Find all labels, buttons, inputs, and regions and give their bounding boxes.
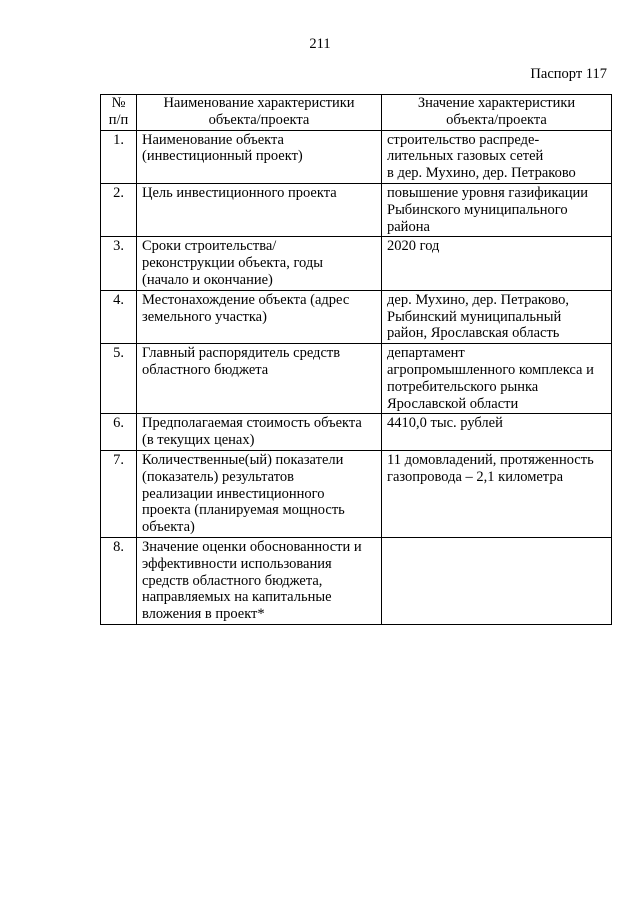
characteristic-name bbox=[137, 537, 382, 624]
characteristic-value-line: 4410,0 тыс. рублей bbox=[387, 415, 503, 432]
characteristic-name-line: (в текущих ценах) bbox=[142, 432, 255, 449]
characteristic-value-line: Ярославской области bbox=[387, 395, 519, 412]
characteristic-name-line: направляемых на капитальные bbox=[142, 589, 332, 606]
row-number: 6. bbox=[101, 414, 137, 451]
characteristic-name-line: (показатель) результатов bbox=[142, 468, 294, 485]
characteristic-value bbox=[382, 183, 612, 236]
table-row bbox=[101, 537, 612, 624]
characteristic-value bbox=[382, 414, 612, 451]
characteristic-name bbox=[137, 130, 382, 183]
characteristic-value-line: 11 домовладений, протяженность bbox=[387, 451, 594, 468]
characteristic-value-line: потребительского рынка bbox=[387, 378, 539, 395]
characteristic-name-line: проекта (планируемая мощность bbox=[142, 502, 345, 519]
table-row bbox=[101, 237, 612, 290]
characteristic-name bbox=[137, 450, 382, 537]
header-value bbox=[382, 95, 612, 131]
characteristic-value-line: 2020 год bbox=[387, 238, 440, 255]
characteristic-name-line: средств областного бюджета, bbox=[142, 572, 323, 589]
row-number: 7. bbox=[101, 450, 137, 537]
characteristic-value-line: района bbox=[387, 218, 430, 235]
table-row bbox=[101, 414, 612, 451]
characteristic-name-line: реализации инвестиционного bbox=[142, 485, 325, 502]
characteristic-name-line: Наименование объекта bbox=[142, 131, 284, 148]
characteristic-name-line: реконструкции объекта, годы bbox=[142, 255, 324, 272]
characteristic-value-line: Рыбинского муниципального bbox=[387, 201, 568, 218]
characteristic-name bbox=[137, 344, 382, 414]
characteristic-name-line: Количественные(ый) показатели bbox=[142, 451, 344, 468]
table-row bbox=[101, 130, 612, 183]
characteristic-value bbox=[382, 537, 612, 624]
header-value-line: Значение характеристики bbox=[417, 95, 576, 111]
table-row bbox=[101, 450, 612, 537]
characteristic-name-line: (начало и окончание) bbox=[142, 271, 273, 288]
header-name-line: Наименование характеристики bbox=[163, 95, 355, 111]
characteristic-name-line: Главный распорядитель средств bbox=[142, 345, 341, 362]
characteristic-value-line: лительных газовых сетей bbox=[387, 148, 544, 165]
characteristic-name bbox=[137, 414, 382, 451]
row-number: 2. bbox=[101, 183, 137, 236]
characteristic-name-line: Сроки строительства/ bbox=[142, 238, 277, 255]
characteristic-name bbox=[137, 183, 382, 236]
characteristic-name-line: эффективности использования bbox=[142, 555, 332, 572]
characteristic-value bbox=[382, 237, 612, 290]
characteristic-value bbox=[382, 344, 612, 414]
characteristic-name-line: (инвестиционный проект) bbox=[142, 148, 303, 165]
row-number: 1. bbox=[101, 130, 137, 183]
characteristic-name-line: Предполагаемая стоимость объекта bbox=[142, 415, 362, 432]
characteristic-value-line: строительство распреде- bbox=[387, 131, 540, 148]
header-name-line: объекта/проекта bbox=[208, 111, 310, 128]
table-header-row bbox=[101, 95, 612, 131]
characteristic-name-line: Значение оценки обоснованности и bbox=[142, 538, 362, 555]
characteristic-value-line: агропромышленного комплекса и bbox=[387, 361, 594, 378]
row-number: 5. bbox=[101, 344, 137, 414]
characteristic-value-line: Рыбинский муниципальный bbox=[387, 308, 562, 325]
characteristic-name-line: вложения в проект* bbox=[142, 606, 265, 623]
row-number: 8. bbox=[101, 537, 137, 624]
characteristic-name bbox=[137, 290, 382, 343]
passport-table bbox=[100, 94, 612, 625]
characteristic-value-line: район, Ярославская область bbox=[387, 325, 560, 342]
header-name bbox=[137, 95, 382, 131]
header-number bbox=[101, 95, 137, 131]
characteristic-name-line: Местонахождение объекта (адрес bbox=[142, 291, 350, 308]
characteristic-value-line: дер. Мухино, дер. Петраково, bbox=[387, 291, 569, 308]
header-value-line: объекта/проекта bbox=[446, 111, 547, 128]
characteristic-value bbox=[382, 130, 612, 183]
characteristic-value-line: департамент bbox=[387, 345, 465, 362]
page-number: 211 bbox=[309, 36, 331, 52]
characteristic-value bbox=[382, 290, 612, 343]
row-number: 3. bbox=[101, 237, 137, 290]
characteristic-name-line: земельного участка) bbox=[142, 308, 267, 325]
characteristic-name-line: объекта) bbox=[142, 519, 195, 536]
table-row bbox=[101, 183, 612, 236]
header-number-line: № bbox=[111, 95, 126, 111]
characteristic-value-line: в дер. Мухино, дер. Петраково bbox=[387, 165, 576, 182]
characteristic-value-line: газопровода – 2,1 километра bbox=[387, 468, 564, 485]
characteristic-name bbox=[137, 237, 382, 290]
table-row bbox=[101, 290, 612, 343]
characteristic-name-line: Цель инвестиционного проекта bbox=[142, 184, 337, 201]
header-number-line: п/п bbox=[108, 111, 129, 128]
characteristic-name-line: областного бюджета bbox=[142, 361, 269, 378]
table-row bbox=[101, 344, 612, 414]
passport-label: Паспорт 117 bbox=[530, 66, 607, 82]
characteristic-value bbox=[382, 450, 612, 537]
characteristic-value-line: повышение уровня газификации bbox=[387, 184, 588, 201]
row-number: 4. bbox=[101, 290, 137, 343]
